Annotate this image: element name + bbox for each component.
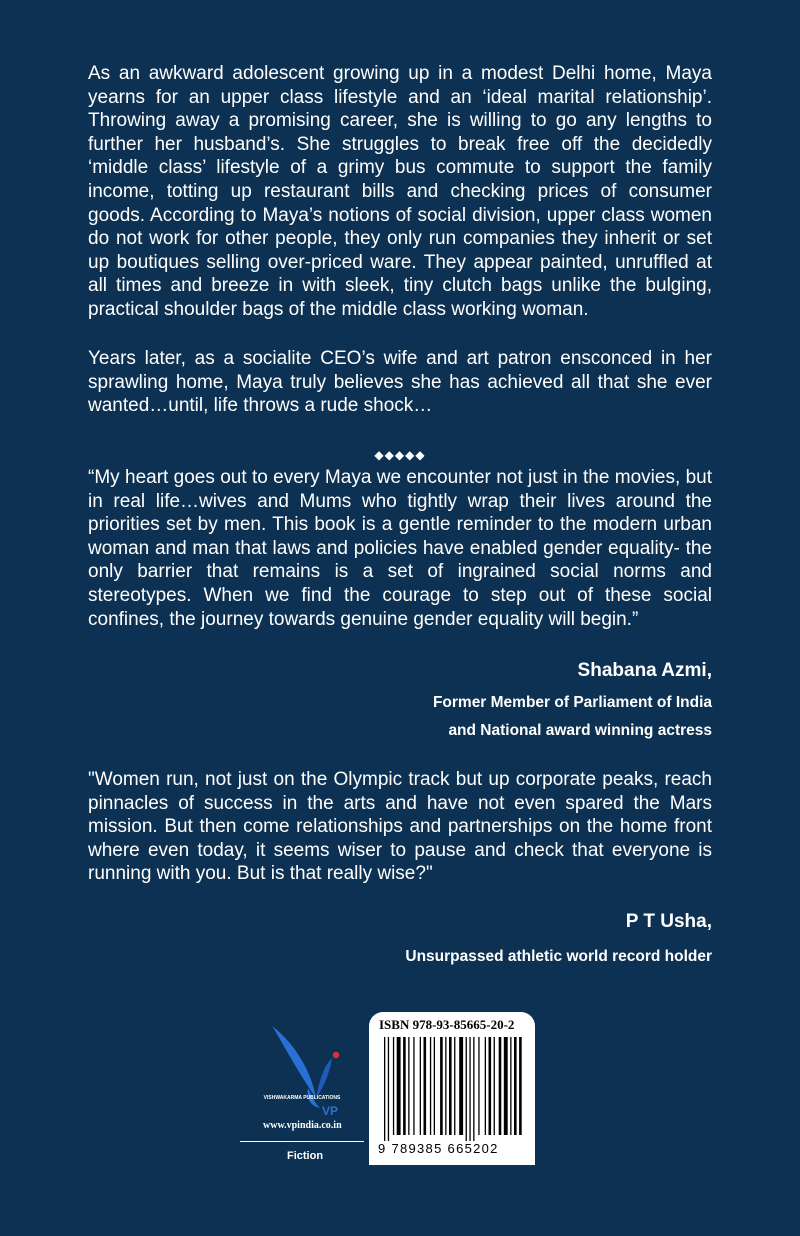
- testimonial-quote-1: [88, 466, 712, 631]
- publisher-name: VISHWAKARMA PUBLICATIONS: [263, 1095, 341, 1101]
- barcode-bar: [519, 1037, 522, 1135]
- barcode-bar: [469, 1037, 470, 1141]
- section-divider: ◆◆◆◆◆: [374, 448, 426, 462]
- testimonial-author-title: Unsurpassed athletic world record holder: [405, 948, 712, 965]
- barcode-bar: [413, 1037, 414, 1135]
- synopsis-text-2: Years later, as a socialite CEO’s wife and art patron ensconced in her sprawling home, Maya truly believes she has achieved all that she ever wanted…until, life throws a rude shock…: [88, 348, 712, 417]
- barcode-bar: [408, 1037, 409, 1135]
- barcode-bar: [466, 1037, 467, 1141]
- barcode-bar: [449, 1037, 452, 1135]
- genre-label: Fiction: [287, 1150, 324, 1162]
- barcode-bar: [473, 1037, 474, 1141]
- barcode-bar: [420, 1037, 421, 1135]
- testimonial-author-name: Shabana Azmi,: [577, 660, 712, 681]
- synopsis-paragraph-1: [88, 62, 712, 322]
- divider-rule: [240, 1141, 364, 1142]
- synopsis-paragraph-2: [88, 347, 712, 418]
- logo-monogram: VP: [322, 1104, 339, 1118]
- isbn-barcode: [369, 1012, 535, 1165]
- barcode-bar: [434, 1037, 435, 1135]
- barcode-bar: [485, 1037, 486, 1135]
- barcode-bar: [478, 1037, 479, 1135]
- publisher-logo: [260, 1018, 370, 1120]
- barcode-bar: [504, 1037, 508, 1135]
- testimonial-quote-text: "Women run, not just on the Olympic track but up corporate peaks, reach pinnacles of success in the arts and have not even spared the Mars mission. But then come relationships and partnerships on the home front where even today, it seems wiser to pause and check that everyone is running with you. But is that really wise?": [88, 769, 712, 885]
- testimonial-author-title: and National award winning actress: [448, 722, 712, 739]
- barcode-digits: 9 789385 665202: [378, 1141, 499, 1156]
- isbn-label: ISBN 978-93-85665-20-2: [379, 1017, 515, 1032]
- barcode-bar: [393, 1037, 394, 1135]
- barcode-bar: [384, 1037, 385, 1141]
- publisher-url: www.vpindia.co.in: [263, 1120, 342, 1131]
- synopsis-text-1: As an awkward adolescent growing up in a modest Delhi home, Maya yearns for an upper class lifestyle and an ‘ideal marital relationship’. Throwing away a promising career, she is willing to go any lengths to further her husband’s. She struggles to break free off the decidedly ‘middle class’ lifestyle of a grimy bus commute to support the family income, totting up restaurant bills and checking prices of consumer goods. According to Maya’s notions of social division, upper class women do not work for other people, they only run companies they inherit or set up boutiques selling over-priced ware. They appear painted, unruffled at all times and breeze in with sleek, tiny clutch bags unlike the bulging, practical shoulder bags of the middle class working woman.: [88, 63, 712, 320]
- barcode-bar: [489, 1037, 492, 1135]
- barcode-bars: [378, 1037, 526, 1143]
- barcode-bar: [440, 1037, 443, 1135]
- testimonial-quote-2: [88, 768, 712, 886]
- barcode-bar: [397, 1037, 401, 1135]
- barcode-bar: [454, 1037, 455, 1135]
- barcode-bar: [388, 1037, 389, 1141]
- barcode-bar: [494, 1037, 495, 1135]
- testimonial-author-name: P T Usha,: [625, 911, 712, 932]
- barcode-bar: [403, 1037, 406, 1135]
- barcode-bar: [430, 1037, 431, 1135]
- barcode-bar: [445, 1037, 446, 1135]
- barcode-bar: [514, 1037, 517, 1135]
- testimonial-quote-text: “My heart goes out to every Maya we encounter not just in the movies, but in real life…wives and Mums who tightly wrap their lives around the priorities set by men. This book is a gentle reminder to the modern urban woman and man that laws and policies have enabled gender equality- the only barrier that remains is a set of ingrained social norms and stereotypes. When we find the courage to step out of these social confines, the journey towards genuine gender equality will begin.”: [88, 467, 712, 630]
- barcode-bar: [499, 1037, 502, 1135]
- barcode-bar: [510, 1037, 511, 1135]
- barcode-bar: [459, 1037, 463, 1135]
- testimonial-author-title: Former Member of Parliament of India: [432, 694, 712, 711]
- barcode-bar: [424, 1037, 427, 1135]
